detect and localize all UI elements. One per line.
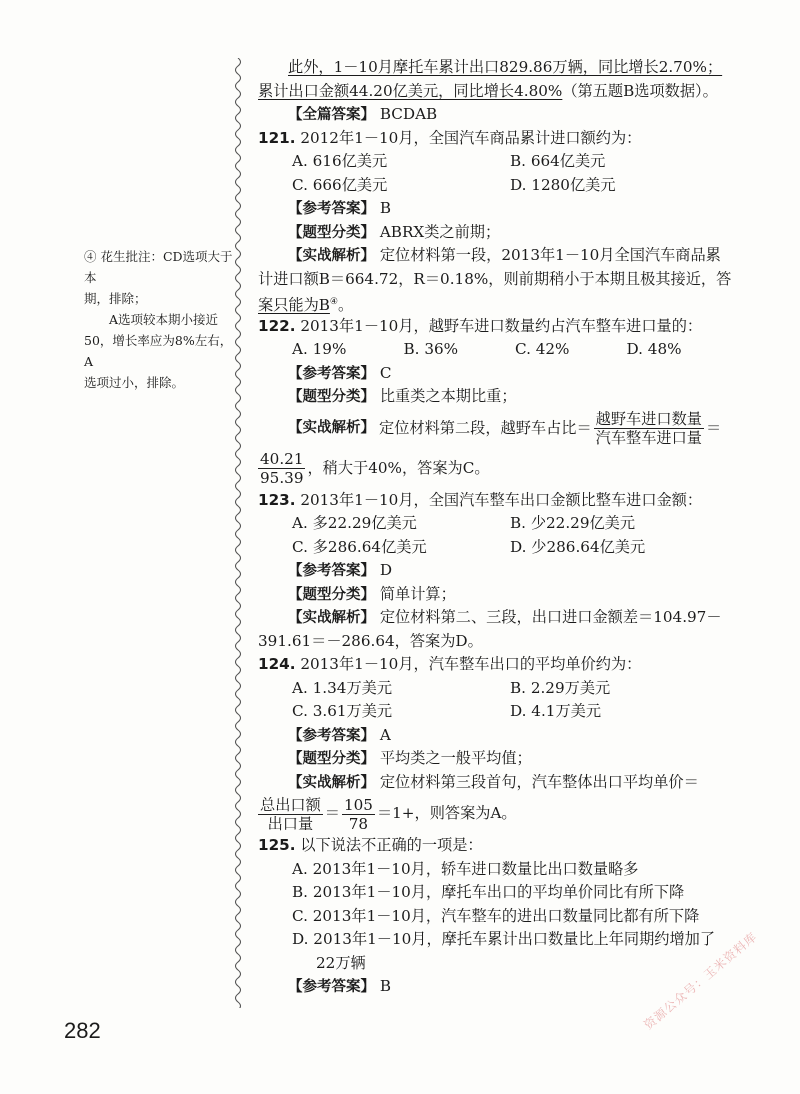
main-column — [258, 56, 738, 999]
fraction — [342, 796, 375, 833]
question-text: 以下说法不正确的一项是： — [300, 836, 483, 854]
fraction-numerator: 总出口额 — [260, 795, 321, 814]
reference-answer — [258, 724, 738, 748]
option-a: A. 多22.29亿美元 — [292, 514, 417, 532]
question-text: 2013年1－10月，汽车整车出口的平均单价约为： — [300, 655, 642, 673]
question-type-value: 比重类之本期比重； — [379, 387, 517, 405]
question-type — [258, 221, 738, 245]
analysis-line — [258, 449, 738, 489]
intro-text: 累计出口金额44.20亿美元，同比增长4.80% — [258, 81, 563, 100]
analysis — [258, 409, 738, 449]
option-d: D. 4.1万美元 — [510, 702, 602, 720]
options-row — [258, 512, 738, 536]
analysis-text: ＝1+，则答案为A。 — [376, 804, 517, 823]
question-number: 123. — [258, 490, 296, 509]
option-c: C. 多286.64亿美元 — [292, 537, 427, 556]
question-number: 122. — [258, 316, 296, 335]
page-number: 282 — [64, 1018, 101, 1043]
options-row — [258, 677, 738, 701]
analysis — [258, 606, 738, 630]
analysis-text: 计进口额B＝664.72，R＝0.18%，则前期稍小于本期且极其接近，答 — [258, 269, 732, 288]
fraction-numerator: 越野车进口数量 — [595, 410, 702, 428]
reference-answer — [258, 362, 738, 386]
option-b: B. 少22.29亿美元 — [510, 514, 636, 532]
margin-note-line: A选项较本期小接近 — [109, 312, 219, 327]
question-text: 2012年1－10月，全国汽车商品累计进口额约为： — [300, 128, 642, 147]
reference-answer-tag: 【参考答案】 — [288, 727, 375, 744]
reference-answer — [258, 975, 738, 999]
option-a: A. 616亿美元 — [292, 152, 388, 170]
analysis-text: 定位材料第一段，2013年1－10月全国汽车商品累 — [379, 246, 721, 264]
fraction-denominator: 汽车整车进口量 — [595, 429, 702, 447]
option-c: C. 666亿美元 — [292, 175, 388, 194]
analysis — [258, 244, 738, 268]
option-a: A. 19% — [292, 340, 347, 358]
option-b: B. 664亿美元 — [510, 152, 606, 170]
options-row — [258, 338, 738, 362]
analysis-tag: 【实战解析】 — [288, 610, 375, 626]
analysis-line — [258, 291, 738, 315]
fraction-numerator: 105 — [343, 795, 373, 814]
question-type-tag: 【题型分类】 — [288, 751, 375, 767]
analysis — [258, 771, 738, 795]
fraction — [258, 796, 323, 833]
analysis-text: 定位材料第二、三段，出口进口金额差＝104.97－ — [379, 608, 722, 626]
reference-answer-tag: 【参考答案】 — [288, 201, 375, 217]
intro-line — [258, 80, 738, 104]
analysis-line — [258, 794, 738, 834]
reference-answer-tag: 【参考答案】 — [288, 563, 375, 579]
intro-line: 此外，1－10月摩托车累计出口829.86万辆，同比增长2.70%； — [288, 58, 723, 76]
analysis-text: 定位材料第三段首句，汽车整体出口平均单价＝ — [379, 772, 699, 791]
question-type — [258, 747, 738, 771]
question-type-tag: 【题型分类】 — [288, 389, 375, 405]
margin-note-line: 选项过小，排除。 — [84, 375, 185, 390]
question-text: 2013年1－10月，全国汽车整车出口金额比整车进口金额： — [300, 490, 703, 509]
analysis-text: 391.61＝－286.64，答案为D。 — [258, 631, 483, 650]
option-b: B. 2.29万美元 — [510, 678, 611, 697]
margin-note-line: 50，增长率应为8%左右，A — [84, 333, 233, 369]
all-answers-tag: 【全篇答案】 — [288, 107, 375, 123]
options-row — [258, 174, 738, 198]
reference-answer-value: C — [379, 363, 392, 382]
analysis-text: 定位材料第二段，越野车占比＝ — [379, 418, 592, 437]
question-type-tag: 【题型分类】 — [288, 586, 375, 603]
reference-answer-value: B — [379, 199, 391, 217]
all-answers-value: BCDAB — [379, 105, 438, 123]
question-122-stem — [258, 315, 738, 339]
fraction-denominator: 78 — [348, 814, 369, 833]
reference-answer-value: D — [379, 561, 393, 579]
question-type — [258, 583, 738, 607]
margin-divider — [232, 58, 246, 1008]
equals-sign: ＝ — [324, 804, 340, 823]
question-number: 121. — [258, 128, 296, 147]
question-type — [258, 385, 738, 409]
option-c: C. 2013年1－10月，汽车整车的进出口数量同比都有所下降 — [292, 906, 700, 925]
equals-sign: ＝ — [705, 418, 722, 437]
fraction — [594, 410, 704, 447]
question-type-value: 简单计算； — [379, 584, 456, 603]
option-b: B. 2013年1－10月，摩托车出口的平均单价同比有所下降 — [292, 883, 685, 901]
option-d-continued: 22万辆 — [316, 953, 366, 972]
margin-note-line: 期，排除； — [84, 291, 147, 306]
fraction — [258, 450, 305, 487]
option-d: D. 少286.64亿美元 — [510, 537, 646, 556]
fraction-numerator: 40.21 — [260, 450, 304, 468]
reference-answer — [258, 559, 738, 583]
option-c: C. 3.61万美元 — [292, 702, 393, 720]
question-123-stem — [258, 489, 738, 513]
fraction-denominator: 出口量 — [267, 814, 314, 833]
question-type-value: ABRX类之前期； — [379, 222, 501, 241]
option-d: D. 48% — [626, 340, 682, 358]
question-124-stem — [258, 653, 738, 677]
analysis-text: 案只能为B — [258, 296, 330, 315]
options-row — [258, 700, 738, 724]
footnote-marker: ④ — [329, 297, 338, 307]
analysis-text: 。 — [338, 296, 354, 315]
analysis-tag: 【实战解析】 — [288, 248, 375, 264]
analysis-text: ，稍大于40%，答案为C。 — [307, 458, 490, 477]
question-121-stem — [258, 127, 738, 151]
option-d: D. 1280亿美元 — [510, 175, 616, 194]
analysis-tag: 【实战解析】 — [288, 774, 375, 791]
options-row — [258, 150, 738, 174]
reference-answer-tag: 【参考答案】 — [288, 979, 375, 995]
option-a: A. 1.34万美元 — [292, 678, 393, 697]
option-b: B. 36% — [403, 340, 459, 358]
reference-answer-tag: 【参考答案】 — [288, 365, 375, 382]
question-number: 125. — [258, 836, 296, 854]
question-text: 2013年1－10月，越野车进口数量约占汽车整车进口量的： — [300, 316, 703, 335]
question-number: 124. — [258, 655, 296, 673]
reference-answer-value: A — [379, 725, 391, 744]
option-a: A. 2013年1－10月，轿车进口数量比出口数量略多 — [292, 859, 639, 878]
fraction-denominator: 95.39 — [260, 469, 304, 487]
watermark: 资源公众号：玉米资料库 — [641, 929, 760, 1033]
reference-answer — [258, 197, 738, 221]
option-c: C. 42% — [515, 340, 570, 358]
margin-note-line: ④ 花生批注：CD选项大于本 — [84, 249, 233, 285]
question-type-value: 平均类之一般平均值； — [379, 749, 532, 767]
question-125-stem — [258, 834, 738, 858]
analysis-tag: 【实战解析】 — [288, 419, 375, 436]
options-row — [258, 536, 738, 560]
option-d: D. 2013年1－10月，摩托车累计出口数量比上年同期约增加了 — [292, 930, 716, 948]
reference-answer-value: B — [379, 977, 391, 995]
intro-text: （第五题B选项数据）。 — [562, 81, 718, 100]
all-answers — [258, 103, 738, 127]
question-type-tag: 【题型分类】 — [288, 224, 375, 241]
margin-note — [84, 246, 236, 393]
